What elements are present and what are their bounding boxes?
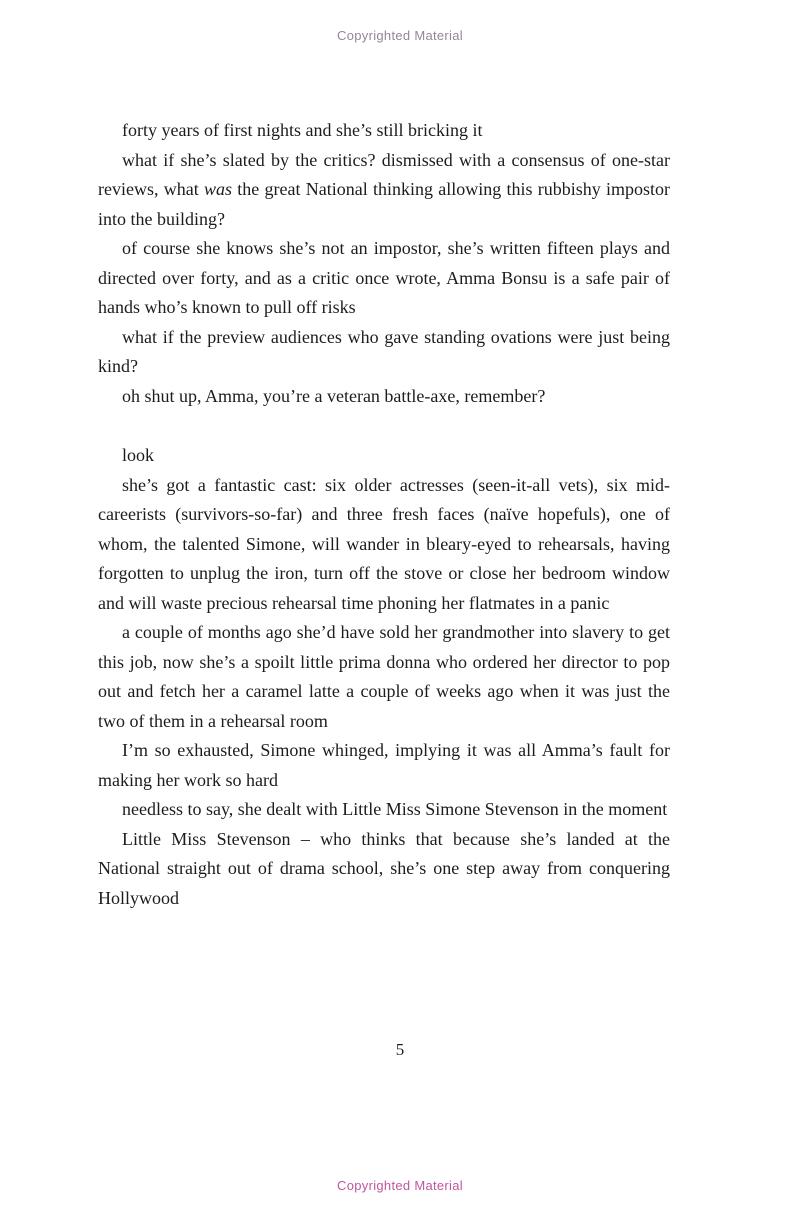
paragraph — [98, 825, 670, 914]
paragraph — [98, 116, 670, 146]
text-run: she’s got a fantastic cast: six older actresses (seen-it-all vets), six mid-careerists (survivors-so-far) and three fresh faces (naïve hopefuls), one of whom, the talented Simone, will wander in bleary-eyed to rehearsals, having forgotten to unplug the iron, turn off the stove or close her bedroom window and will waste precious rehearsal time phoning her flatmates in a panic — [98, 474, 670, 613]
text-run: a couple of months ago she’d have sold her grandmother into slavery to get this job, now she’s a spoilt little prima donna who ordered her director to pop out and fetch her a caramel latte a couple of weeks ago when it was just the two of them in a rehearsal room — [98, 622, 670, 731]
text-run: Little Miss Stevenson – who thinks that because she’s landed at the National straight out of drama school, she’s one step away from conquering Hollywood — [98, 828, 670, 908]
page-number: 5 — [395, 1040, 405, 1059]
text-run: needless to say, she dealt with Little Miss Simone Stevenson in the moment — [122, 799, 668, 819]
paragraph — [98, 795, 670, 825]
text-run: what if she’s slated by the critics? dismissed with a consensus of one-star reviews, what — [98, 149, 670, 199]
text-run: of course she knows she’s not an impostor, she’s written fifteen plays and directed over forty, and as a critic once wrote, Amma Bonsu is a safe pair of hands who’s known to pull off risks — [98, 238, 670, 317]
text-run: forty years of first nights and she’s still bricking it — [122, 120, 483, 140]
paragraph — [98, 382, 670, 412]
copyright-notice-top: Copyrighted Material — [337, 28, 463, 43]
italic-text-run: was — [203, 179, 232, 199]
text-run: I’m so exhausted, Simone whinged, implying it was all Amma’s fault for making her work so hard — [98, 740, 670, 790]
paragraph — [98, 736, 670, 795]
text-run: what if the preview audiences who gave standing ovations were just being kind? — [98, 326, 670, 376]
copyright-notice-bottom: Copyrighted Material — [337, 1178, 463, 1193]
paragraph — [98, 234, 670, 323]
paragraph — [98, 441, 670, 471]
text-run: the great National thinking allowing this rubbishy impostor into the building? — [98, 179, 670, 229]
text-run: oh shut up, Amma, you’re a veteran battle-axe, remember? — [122, 385, 546, 406]
paragraph — [98, 323, 670, 382]
text-run: look — [122, 445, 155, 465]
paragraph — [98, 146, 670, 235]
book-text — [98, 116, 670, 913]
paragraph — [98, 618, 670, 736]
paragraph — [98, 471, 670, 619]
